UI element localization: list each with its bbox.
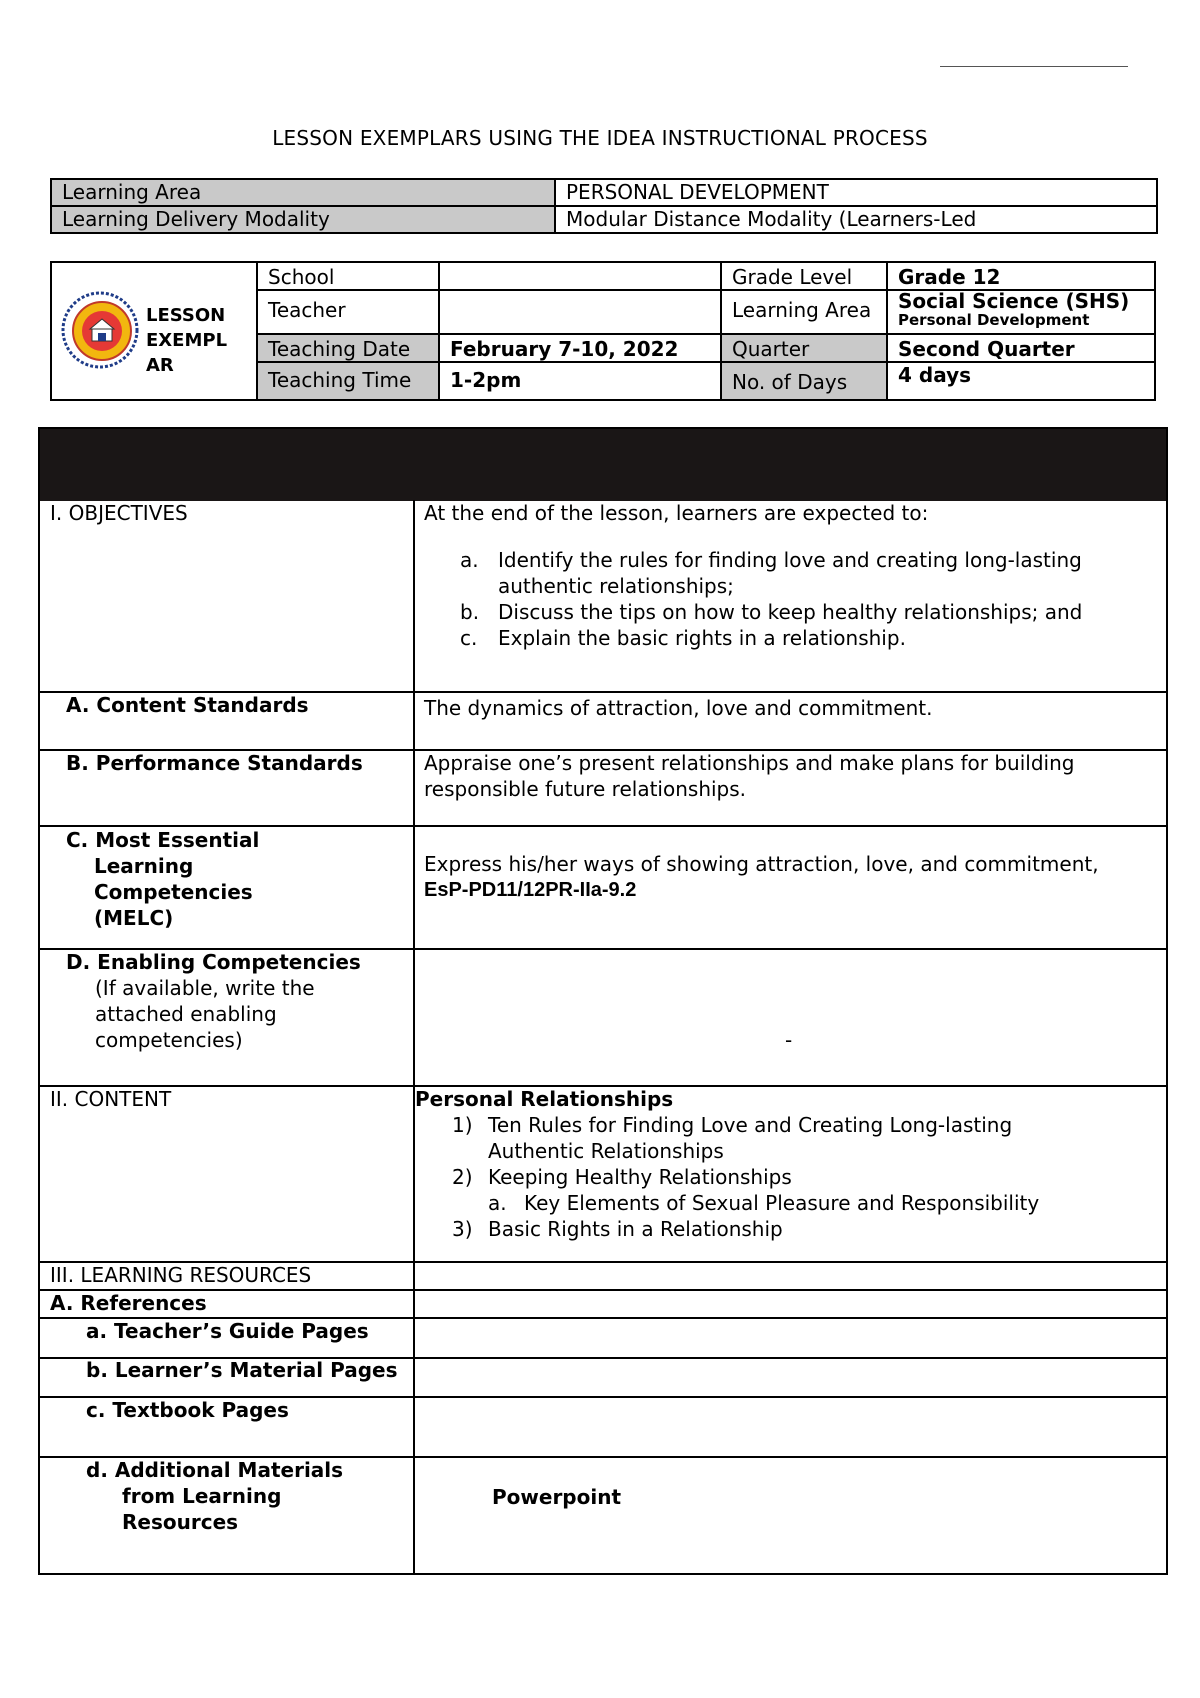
melc-code: EsP-PD11/12PR-IIa-9.2 <box>424 879 637 901</box>
additional-materials-label: d. Additional Materials from Learning Resources <box>86 1458 344 1534</box>
school-seal-icon <box>60 291 140 369</box>
grade-level-value: Grade 12 <box>898 265 1001 289</box>
teachers-guide-label: a. Teacher’s Guide Pages <box>86 1319 369 1343</box>
content-label: II. CONTENT <box>50 1087 172 1111</box>
learning-area-value: PERSONAL DEVELOPMENT <box>555 179 1157 206</box>
learning-area-label: Learning Area <box>51 179 555 206</box>
delivery-modality-value: Modular Distance Modality (Learners-Led <box>555 206 1157 233</box>
content-list <box>452 1112 1092 1242</box>
teacher-value <box>440 293 720 333</box>
list-item <box>460 599 1165 625</box>
learning-area-header-sub: Personal Development <box>898 311 1090 329</box>
list-marker: a. <box>460 548 479 572</box>
number-of-days-label: No. of Days <box>722 363 886 399</box>
objective-text: Identify the rules for finding love and creating long-lasting authentic relationships; <box>498 548 1082 598</box>
table-row <box>51 206 1157 233</box>
list-marker: a. <box>488 1191 507 1215</box>
content-item-text: Ten Rules for Finding Love and Creating Long-lasting Authentic Relationships <box>488 1113 1013 1163</box>
enabling-competencies-value: - <box>785 1028 793 1052</box>
objective-text: Explain the basic rights in a relationship. <box>498 626 906 650</box>
content-item-text: Basic Rights in a Relationship <box>488 1217 783 1241</box>
teaching-date-value: February 7-10, 2022 <box>450 337 679 361</box>
textbook-pages-label: c. Textbook Pages <box>86 1398 289 1422</box>
additional-materials-value: Powerpoint <box>492 1485 622 1509</box>
content-item-text: Keeping Healthy Relationships <box>488 1165 792 1189</box>
objectives-label: I. OBJECTIVES <box>50 501 188 525</box>
melc-label-text: C. Most Essential Learning Competencies (MELC) <box>66 828 260 930</box>
objectives-list <box>460 547 1165 651</box>
enabling-competencies-label: D. Enabling Competencies <box>66 950 361 974</box>
school-value <box>440 263 720 289</box>
content-item-text: Key Elements of Sexual Pleasure and Responsibility <box>524 1191 1040 1215</box>
teacher-label: Teacher <box>268 298 346 322</box>
melc-label <box>66 827 296 931</box>
content-heading: Personal Relationships <box>415 1087 674 1111</box>
learning-resources-label: III. LEARNING RESOURCES <box>50 1263 312 1287</box>
list-marker: b. <box>460 600 480 624</box>
teaching-time-label: Teaching Time <box>258 363 438 399</box>
enabling-competencies-note: (If available, write the attached enabling competencies) <box>95 976 315 1052</box>
list-marker: 1) <box>452 1113 473 1137</box>
lesson-exemplar-label: LESSON EXEMPL AR <box>146 305 228 376</box>
content-standards-value: The dynamics of attraction, love and commitment. <box>424 696 933 720</box>
grade-level-label: Grade Level <box>732 265 853 289</box>
school-label: School <box>268 265 335 289</box>
list-item <box>452 1190 1092 1216</box>
list-item <box>460 547 1165 599</box>
list-marker: 3) <box>452 1217 473 1241</box>
learning-area-header-value: Social Science (SHS) <box>898 289 1130 311</box>
list-item <box>460 625 1165 651</box>
learning-info-table <box>50 178 1158 234</box>
list-item <box>452 1164 1092 1190</box>
performance-standards-value: Appraise one’s present relationships and make plans for building responsible future relationships. <box>424 751 1075 801</box>
list-marker: 2) <box>452 1165 473 1189</box>
learners-material-label: b. Learner’s Material Pages <box>86 1358 398 1382</box>
learning-area-header-label: Learning Area <box>732 298 872 322</box>
table-row <box>51 179 1157 206</box>
table-header-bar <box>40 429 1166 501</box>
content-standards-label: A. Content Standards <box>66 693 309 717</box>
objective-text: Discuss the tips on how to keep healthy relationships; and <box>498 600 1083 624</box>
number-of-days-value: 4 days <box>898 363 972 387</box>
list-item <box>452 1112 1092 1164</box>
top-rule <box>940 66 1128 67</box>
melc-value: Express his/her ways of showing attraction, love, and commitment, <box>424 852 1099 876</box>
quarter-value: Second Quarter <box>898 337 1075 361</box>
teaching-time-value: 1-2pm <box>450 368 522 392</box>
performance-standards-label: B. Performance Standards <box>66 751 363 775</box>
references-label: A. References <box>50 1291 207 1315</box>
list-marker: c. <box>460 626 478 650</box>
objectives-intro: At the end of the lesson, learners are expected to: <box>424 501 929 525</box>
document-title: LESSON EXEMPLARS USING THE IDEA INSTRUCTIONAL PROCESS <box>272 126 928 150</box>
list-item <box>452 1216 1092 1242</box>
teaching-date-label: Teaching Date <box>258 335 438 361</box>
quarter-label: Quarter <box>722 335 886 361</box>
delivery-modality-label: Learning Delivery Modality <box>51 206 555 233</box>
